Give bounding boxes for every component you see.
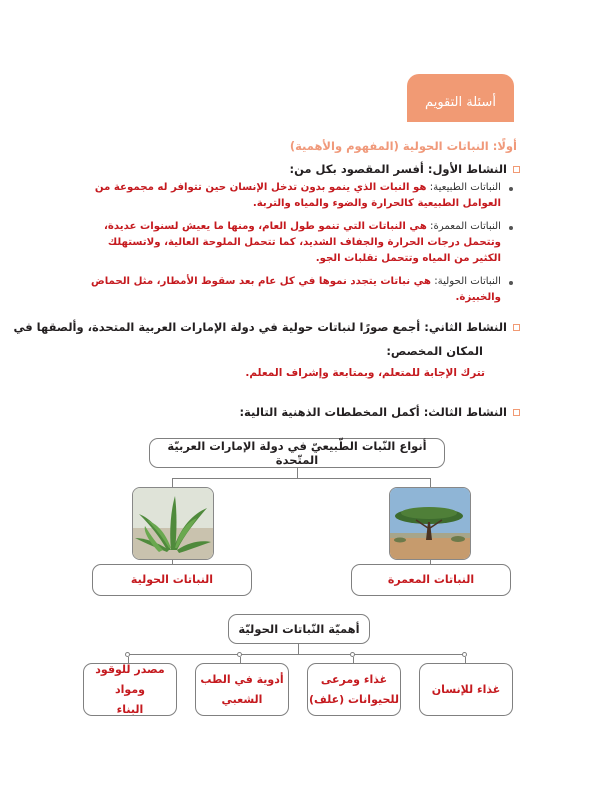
importance-line1: غذاء ومرعى <box>320 672 388 686</box>
activity1-heading <box>289 162 520 176</box>
importance-line1: غذاء للإنسان <box>431 682 501 696</box>
importance-box-fodder <box>307 663 401 716</box>
importance-box-food <box>419 663 513 716</box>
activity1-heading-text: النشاط الأول: أفسر المقصود بكل من: <box>289 162 507 176</box>
importance-box-fuel <box>83 663 177 716</box>
definition-text: هو النبات الذي ينمو بدون تدخل الإنسان حين تتوافر له مجموعة من العوامل الطبيعية كالحرارة والضوء والمياه والتربة. <box>94 182 501 209</box>
activity2-heading-line2: المكان المخصص: <box>386 344 483 358</box>
activity3-heading-text: النشاط الثالث: أكمل المخططات الذهنية التالية: <box>239 405 507 419</box>
diagram2-title-box: أهميّة النّباتات الحوليّة <box>228 614 370 644</box>
definition-item <box>89 274 501 306</box>
diagram1-connector <box>297 468 298 478</box>
diagram1-right-label: النباتات المعمرة <box>351 564 511 596</box>
definition-text: هي النباتات التي تنمو طول العام، ومنها ما يعيش لسنوات عديدة، وتتحمل درجات الحرارة والجفاف الشديد، كما تتحمل الملوحة العالية، ولاتستهلك الكثير من المياه وتتحمل تقلبات الجو. <box>104 221 501 264</box>
acacia-tree-icon <box>389 488 470 560</box>
definition-term: النباتات المعمرة: <box>426 221 501 232</box>
section-title: أولًا: النباتات الحولية (المفهوم والأهمية) <box>289 139 517 153</box>
definition-text: هي نباتات يتجدد نموها في كل عام بعد سقوط الأمطار، مثل الحماض والخبيزة. <box>91 276 501 303</box>
diagram2-connector <box>128 654 465 655</box>
activity2-answer: تترك الإجابة للمتعلم، وبمتابعة وإشراف المعلم. <box>245 367 485 379</box>
definitions-list <box>89 180 501 313</box>
importance-line2: البناء <box>116 702 144 716</box>
square-bullet-icon <box>513 409 520 416</box>
acacia-tree-photo <box>389 487 471 560</box>
activity3-heading <box>239 405 520 419</box>
activity2-heading <box>14 320 520 334</box>
definition-item <box>89 180 501 212</box>
header-tab: أسئلة التقويم <box>407 74 514 122</box>
diagram1-left-label: النباتات الحولية <box>92 564 252 596</box>
definition-term: النباتات الطبيعية: <box>426 182 501 193</box>
activity2-heading-text: النشاط الثاني: أجمع صورًا لنباتات حولية في دولة الإمارات العربية المتحدة، وألصقها في <box>13 320 507 334</box>
square-bullet-icon <box>513 324 520 331</box>
importance-line2: للحيوانات (علف) <box>309 692 400 706</box>
importance-line1: أدوية في الطب <box>200 672 284 686</box>
herb-plant-icon <box>132 488 213 560</box>
diagram1-title-box: أنواع النّبات الطّبيعيّ في دولة الإمارات العربيّة المتّحدة <box>149 438 445 468</box>
importance-line2: الشعبي <box>221 692 263 706</box>
definition-term: النباتات الحولية: <box>430 276 501 287</box>
diagram1-connector <box>172 478 430 479</box>
definition-item <box>89 219 501 267</box>
importance-line1: مصدر للوقود ومواد <box>95 662 165 696</box>
importance-box-medicine <box>195 663 289 716</box>
diagram2-connector <box>298 644 299 654</box>
green-herb-plant-photo <box>132 487 214 560</box>
square-bullet-icon <box>513 166 520 173</box>
